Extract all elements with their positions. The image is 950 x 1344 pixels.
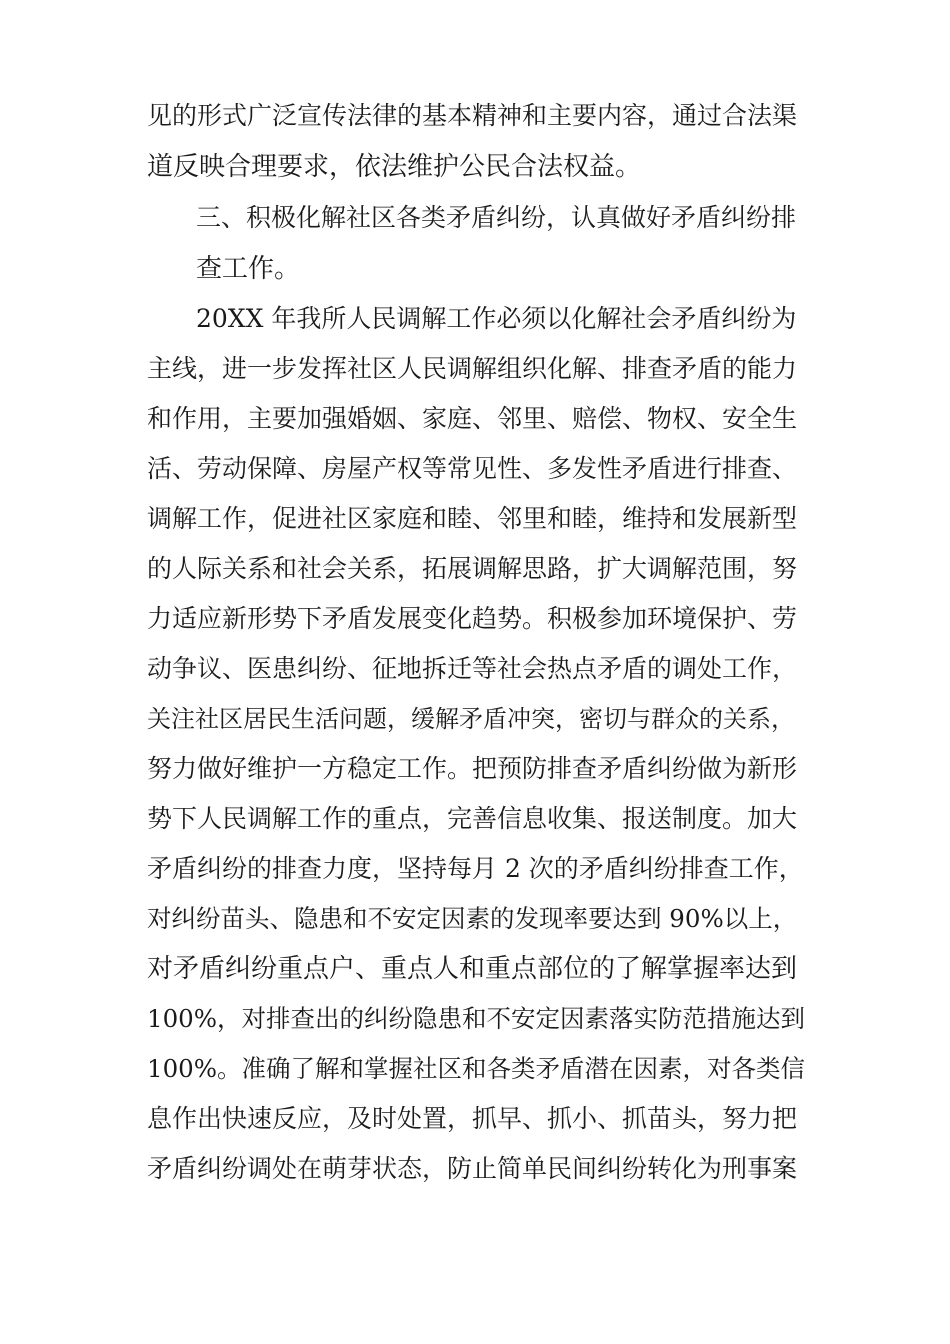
text-line-6: 主线，进一步发挥社区人民调解组织化解、排查矛盾的能力 [147,354,798,383]
text-line-18: 对矛盾纠纷重点户、重点人和重点部位的了解掌握率达到 [147,954,798,984]
text-line-15: 势下人民调解工作的重点，完善信息收集、报送制度。加大 [147,804,798,833]
section-heading-line-1: 三、积极化解社区各类矛盾纠纷，认真做好矛盾纠纷排 [196,203,797,232]
text-line-14: 努力做好维护一方稳定工作。把预防排查矛盾纠纷做为新形 [147,754,798,783]
text-line-8: 活、劳动保障、房屋产权等常见性、多发性矛盾进行排查、 [147,454,798,483]
section-heading-line-2: 查工作。 [196,254,301,284]
text-line-21: 息作出快速反应，及时处置，抓早、抓小、抓苗头，努力把 [147,1104,798,1133]
text-line-11: 力适应新形势下矛盾发展变化趋势。积极参加环境保护、劳 [147,604,798,633]
text-line-13: 关注社区居民生活问题，缓解矛盾冲突，密切与群众的关系， [147,705,795,733]
text-line-10: 的人际关系和社会关系，拓展调解思路，扩大调解范围，努 [147,554,798,583]
text-line-9: 调解工作，促进社区家庭和睦、邻里和睦，维持和发展新型 [147,504,798,533]
text-line-17: 对纠纷苗头、隐患和不安定因素的发现率要达到 90%以上， [147,904,798,933]
text-line-19: 100%，对排查出的纠纷隐患和不安定因素落实防范措施达到 [147,1004,806,1033]
paragraph-first-line: 20XX 年我所人民调解工作必须以化解社会矛盾纠纷为 [196,304,797,333]
text-line-12: 动争议、医患纠纷、征地拆迁等社会热点矛盾的调处工作， [147,654,798,683]
text-line-2: 道反映合理要求，依法维护公民合法权益。 [147,152,642,182]
text-line-7: 和作用，主要加强婚姻、家庭、邻里、赔偿、物权、安全生 [147,404,798,433]
text-line-1: 见的形式广泛宣传法律的基本精神和主要内容，通过合法渠 [147,101,798,130]
text-line-20: 100%。准确了解和掌握社区和各类矛盾潜在因素，对各类信 [147,1054,806,1083]
text-line-16: 矛盾纠纷的排查力度，坚持每月 2 次的矛盾纠纷排查工作， [147,854,804,883]
text-line-22: 矛盾纠纷调处在萌芽状态，防止简单民间纠纷转化为刑事案 [147,1154,798,1183]
